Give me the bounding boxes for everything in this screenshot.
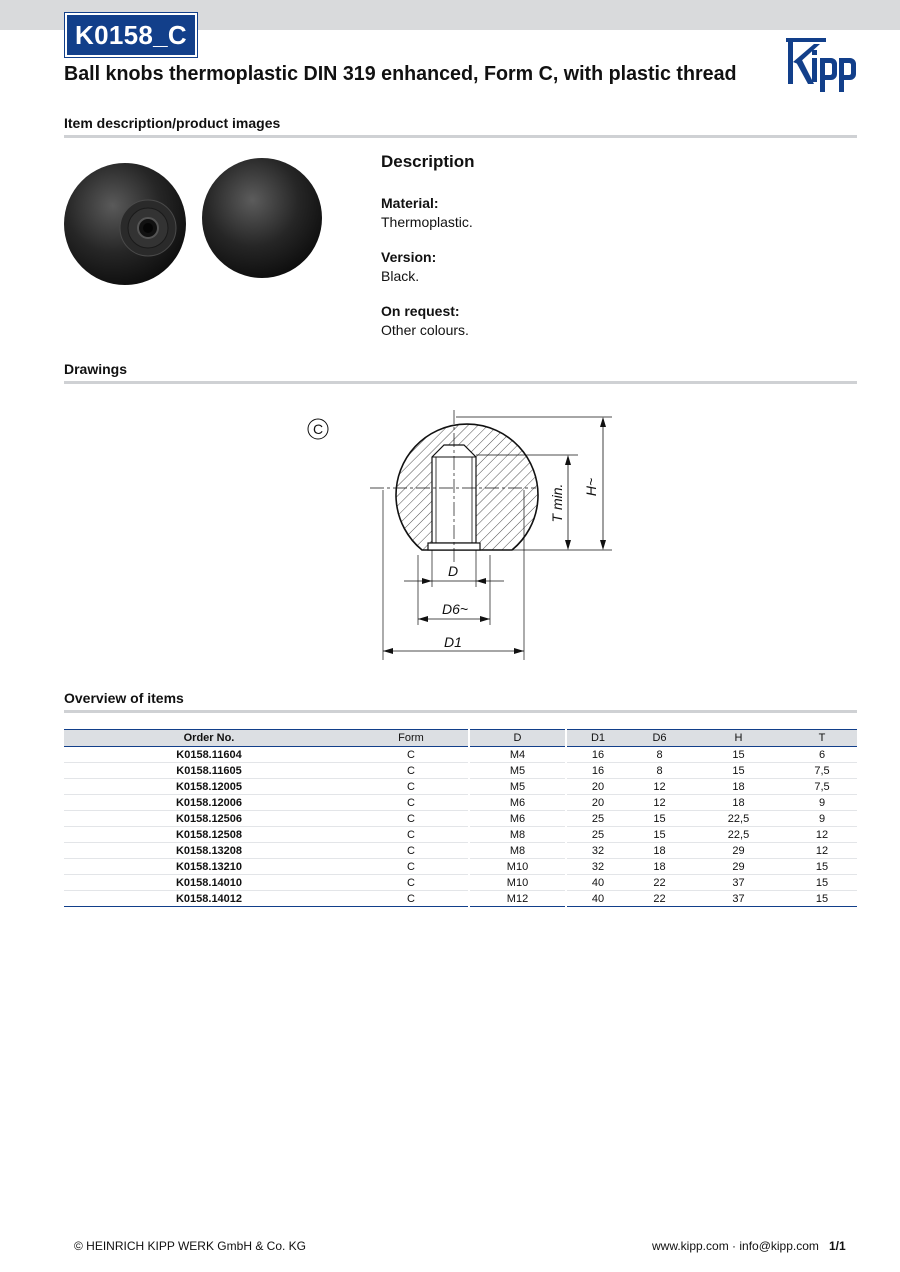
table-row [64,843,857,859]
table-cell: 9 [787,811,857,827]
form-mark: C [312,421,324,437]
table-cell: 25 [566,827,629,843]
table-cell: M5 [469,763,566,779]
column-header: Order No. [183,732,235,744]
divider [64,381,857,384]
table-cell: 15 [629,827,690,843]
table-cell: 12 [629,779,690,795]
table-cell: M10 [469,875,566,891]
table-cell: K0158.11604 [64,747,354,763]
table-cell: M5 [469,779,566,795]
table-cell: C [354,891,469,907]
table-cell: K0158.11605 [64,763,354,779]
table-cell: C [354,875,469,891]
material-label: Material: [381,195,439,211]
footer-page-number: 1/1 [829,1239,846,1253]
table-cell: K0158.12506 [64,811,354,827]
table-cell: 20 [566,795,629,811]
table-cell: C [354,859,469,875]
table-cell: 6 [787,747,857,763]
table-cell: 18 [690,795,787,811]
table-row [64,795,857,811]
footer-copyright: © HEINRICH KIPP WERK GmbH & Co. KG [74,1239,306,1253]
table-cell: 15 [690,763,787,779]
table-cell: K0158.12508 [64,827,354,843]
divider [64,135,857,138]
on-request-label: On request: [381,303,460,319]
table-cell: M4 [469,747,566,763]
table-cell: M12 [469,891,566,907]
table-cell: 15 [787,859,857,875]
table-cell: K0158.14012 [64,891,354,907]
table-cell: K0158.13210 [64,859,354,875]
dim-label-h: H~ [583,477,599,497]
table-header [64,730,857,747]
table-cell: K0158.12005 [64,779,354,795]
table-cell: C [354,779,469,795]
description-block [381,152,781,356]
table-cell: 18 [629,843,690,859]
column-header: Form [354,730,469,747]
table-cell: 15 [629,811,690,827]
table-cell: 16 [566,763,629,779]
table-cell: C [354,795,469,811]
table-row [64,875,857,891]
table-cell: 22,5 [690,827,787,843]
table-cell: 18 [629,859,690,875]
table-cell: 12 [787,843,857,859]
table-cell: 15 [787,891,857,907]
table-cell: 22 [629,875,690,891]
table-cell: 16 [566,747,629,763]
table-cell: C [354,827,469,843]
technical-drawing [300,405,630,675]
table-row [64,827,857,843]
page-title: Ball knobs thermoplastic DIN 319 enhanced, Form C, with plastic thread [64,62,737,85]
column-header: D6 [652,732,667,744]
table-cell: 18 [690,779,787,795]
table-cell: 29 [690,859,787,875]
dim-label-d6: D6~ [441,601,469,617]
table-cell: K0158.13208 [64,843,354,859]
table-cell: C [354,763,469,779]
table-cell: 12 [629,795,690,811]
product-image-front [62,158,192,288]
table-body [64,747,857,907]
version-label: Version: [381,249,437,265]
table-cell: 25 [566,811,629,827]
column-header: T [818,732,826,744]
table-cell: 8 [629,747,690,763]
table-row [64,891,857,907]
dim-label-tmin: T min. [549,483,565,523]
section-item-description: Item description/product images [64,115,281,131]
table-cell: 15 [690,747,787,763]
table-cell: 7,5 [787,763,857,779]
table-cell: 40 [566,875,629,891]
table-cell: M10 [469,859,566,875]
table-cell: 9 [787,795,857,811]
table-cell: K0158.14010 [64,875,354,891]
description-heading: Description [381,152,475,171]
table-cell: C [354,747,469,763]
kipp-logo [784,36,860,94]
column-header: D [469,730,566,747]
column-header: D1 [590,732,606,744]
table-cell: 15 [787,875,857,891]
table-cell: M8 [469,827,566,843]
table-cell: C [354,843,469,859]
table-cell: 40 [566,891,629,907]
table-row [64,779,857,795]
table-cell: 7,5 [787,779,857,795]
table-cell: C [354,811,469,827]
table-cell: M6 [469,795,566,811]
divider [64,710,857,713]
items-table [64,729,857,907]
table-cell: 32 [566,843,629,859]
table-cell: 32 [566,859,629,875]
table-cell: 37 [690,891,787,907]
table-cell: 22 [629,891,690,907]
table-cell: 20 [566,779,629,795]
table-row [64,763,857,779]
table-row [64,811,857,827]
on-request-value: Other colours. [381,322,469,338]
table-cell: 12 [787,827,857,843]
section-overview: Overview of items [64,690,184,706]
product-image-side [200,155,326,281]
table-cell: 8 [629,763,690,779]
version-value: Black. [381,268,420,284]
footer-contact: www.kipp.com · info@kipp.com [652,1239,819,1253]
table-cell: K0158.12006 [64,795,354,811]
table-cell: 37 [690,875,787,891]
section-drawings: Drawings [64,361,128,377]
dim-label-d1: D1 [444,634,462,650]
table-cell: 29 [690,843,787,859]
table-cell: 22,5 [690,811,787,827]
material-value: Thermoplastic. [381,214,473,230]
table-row [64,747,857,763]
column-header: H [734,732,743,744]
table-cell: M6 [469,811,566,827]
table-cell: M8 [469,843,566,859]
table-row [64,859,857,875]
product-code-badge: K0158_C [65,13,197,57]
dim-label-d: D [447,563,459,579]
